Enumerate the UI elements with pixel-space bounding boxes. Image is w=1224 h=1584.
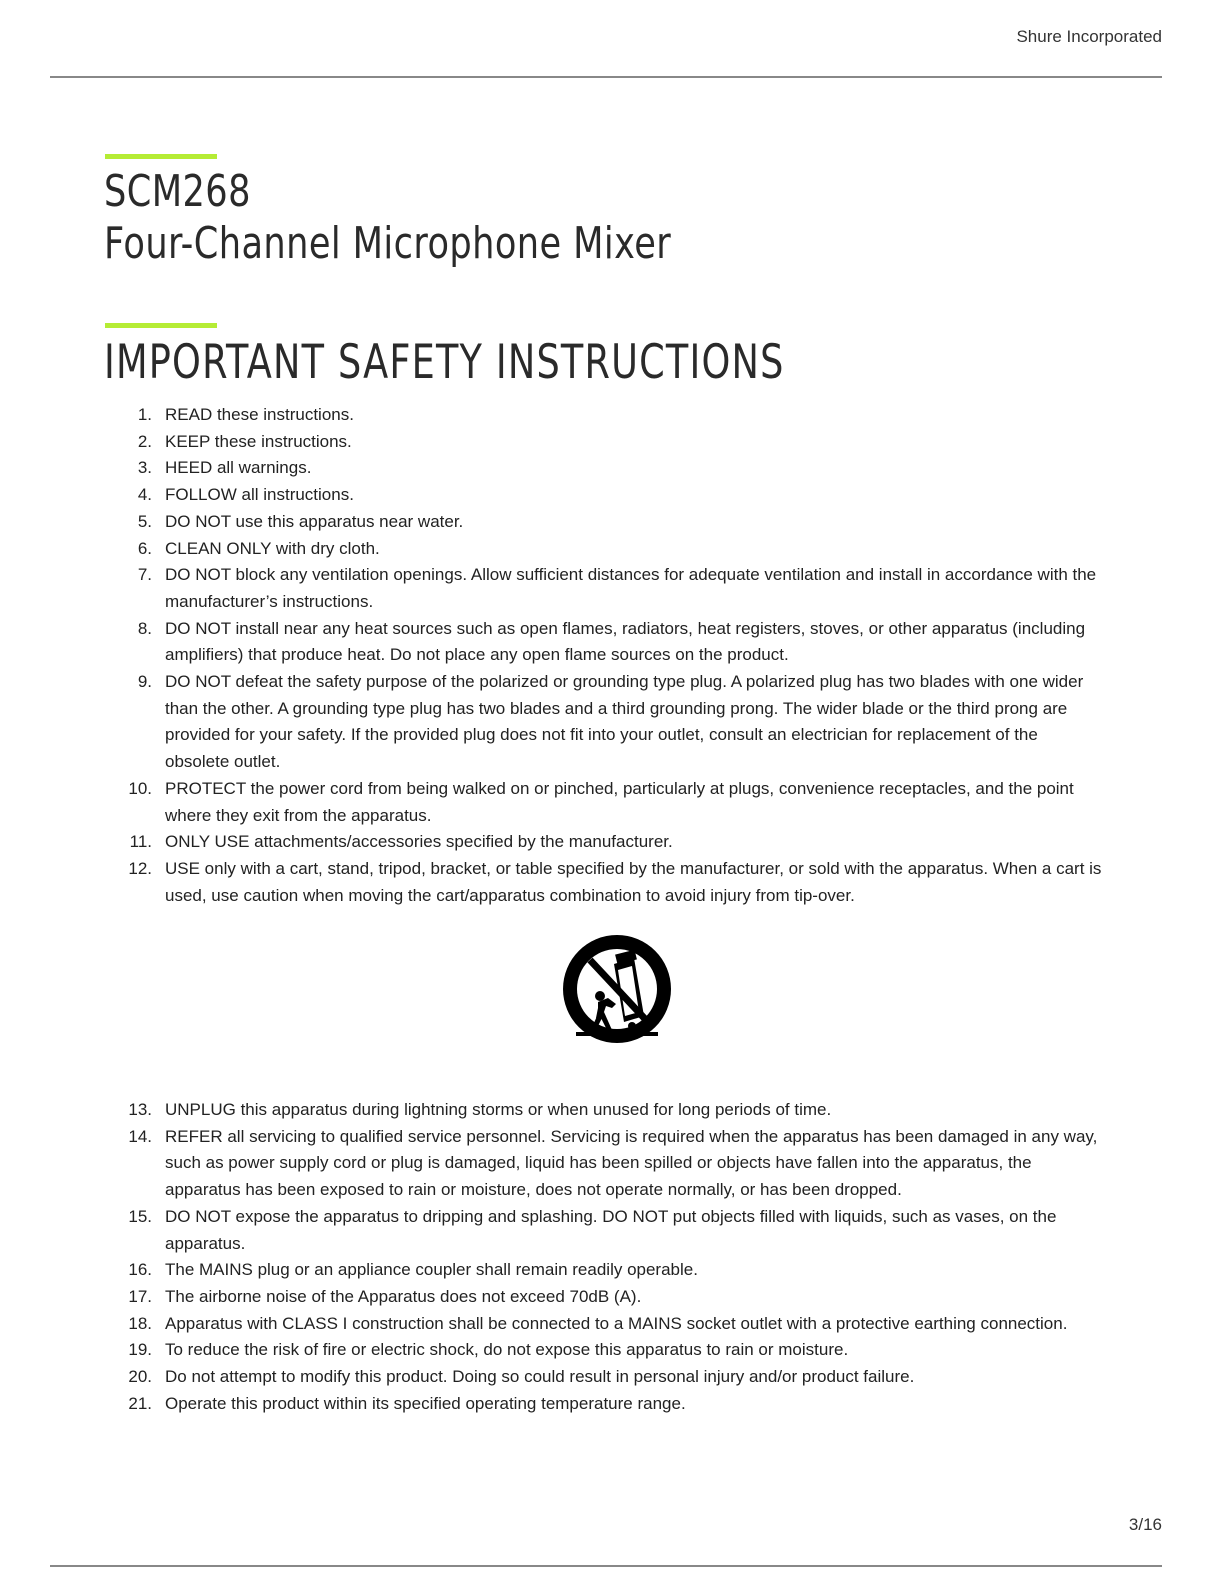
list-item-number: 5. — [137, 511, 152, 531]
list-item-number: 4. — [137, 485, 152, 505]
document-title-product: Four-Channel Microphone Mixer — [104, 218, 672, 269]
list-item — [0, 1204, 1105, 1257]
list-item-number: 8. — [137, 618, 152, 638]
list-item-number: 12. — [128, 858, 152, 878]
header-divider — [50, 76, 1162, 78]
list-item — [0, 1124, 1105, 1204]
list-item — [0, 562, 1105, 615]
list-item-text: USE only with a cart, stand, tripod, bracket, or table specified by the manufacturer, or sold with the apparatus. When a cart is used, use caution when moving the cart/apparatus combination to avoid injury from tip-over. — [165, 858, 1102, 905]
list-item — [0, 776, 1105, 829]
list-item — [0, 402, 1105, 429]
section-accent-bar — [105, 323, 217, 328]
list-item-text: ONLY USE attachments/accessories specified by the manufacturer. — [165, 832, 673, 852]
list-item-text: DO NOT block any ventilation openings. Allow sufficient distances for adequate ventilation and install in accordance with the manufacturer’s instructions. — [165, 565, 1097, 611]
cart-tip-over-warning-icon — [562, 934, 672, 1044]
list-item-number: 15. — [128, 1206, 152, 1226]
list-item-text: CLEAN ONLY with dry cloth. — [165, 538, 380, 558]
list-item — [0, 1257, 1105, 1284]
list-item-number: 16. — [128, 1260, 152, 1280]
list-item-text: REFER all servicing to qualified service personnel. Servicing is required when the apparatus has been damaged in any way, such as power supply cord or plug is damaged, liquid has been spilled or objects have fallen into the apparatus, the apparatus has been exposed to rain or moisture, does not operate normally, or has been dropped. — [165, 1126, 1098, 1200]
list-item-text: DO NOT defeat the safety purpose of the polarized or grounding type plug. A polarized plug has two blades with one wider than the other. A grounding type plug has two blades and a third grounding prong. The wider blade or the third prong are provided for your safety. If the provided plug does not fit into your outlet, consult an electrician for replacement of the obsolete outlet. — [165, 672, 1084, 772]
list-item — [0, 482, 1105, 509]
list-item-number: 17. — [128, 1286, 152, 1306]
list-item — [0, 536, 1105, 563]
list-item — [0, 856, 1105, 909]
list-item — [0, 1337, 1105, 1364]
list-item-text: KEEP these instructions. — [165, 431, 352, 451]
safety-instructions-list-part2 — [0, 1097, 1224, 1417]
title-accent-bar — [105, 154, 217, 159]
list-item — [0, 455, 1105, 482]
page-number: 3/16 — [1128, 1515, 1162, 1534]
document-title-model: SCM268 — [104, 166, 251, 217]
document-title — [104, 166, 671, 270]
list-item-number: 10. — [128, 778, 152, 798]
section-heading: IMPORTANT SAFETY INSTRUCTIONS — [104, 335, 785, 390]
list-item-text: To reduce the risk of fire or electric shock, do not expose this apparatus to rain or moisture. — [165, 1340, 849, 1360]
list-item-number: 9. — [137, 672, 152, 692]
list-item-text: READ these instructions. — [165, 405, 354, 424]
list-item-text: DO NOT use this apparatus near water. — [165, 511, 464, 531]
list-item-number: 13. — [128, 1100, 152, 1119]
list-item — [0, 1284, 1105, 1311]
list-item-number: 7. — [137, 565, 152, 585]
list-item-number: 19. — [128, 1340, 152, 1360]
footer-divider — [50, 1565, 1162, 1567]
list-item-number: 11. — [129, 832, 152, 852]
list-item-number: 21. — [128, 1393, 152, 1413]
list-item-number: 18. — [128, 1313, 152, 1333]
list-item-number: 20. — [128, 1367, 152, 1387]
list-item-text: DO NOT expose the apparatus to dripping and splashing. DO NOT put objects filled with liquids, such as vases, on the apparatus. — [165, 1206, 1057, 1253]
list-item-text: PROTECT the power cord from being walked on or pinched, particularly at plugs, convenience receptacles, and the point where they exit from the apparatus. — [165, 778, 1074, 825]
list-item — [0, 1311, 1105, 1338]
list-item-text: HEED all warnings. — [165, 458, 312, 478]
list-item-number: 1. — [137, 405, 152, 424]
list-item-text: Operate this product within its specified operating temperature range. — [165, 1393, 686, 1413]
list-item-text: FOLLOW all instructions. — [165, 485, 354, 505]
list-item-text: UNPLUG this apparatus during lightning storms or when unused for long periods of time. — [165, 1100, 832, 1119]
list-item — [0, 829, 1105, 856]
header-company-name: Shure Incorporated — [1016, 27, 1162, 46]
list-item — [0, 616, 1105, 669]
list-item-number: 14. — [128, 1126, 152, 1146]
list-item — [0, 1391, 1105, 1418]
list-item-text: The MAINS plug or an appliance coupler shall remain readily operable. — [165, 1260, 698, 1280]
list-item — [0, 429, 1105, 456]
list-item-text: Do not attempt to modify this product. Doing so could result in personal injury and/or product failure. — [165, 1367, 915, 1387]
list-item-text: Apparatus with CLASS I construction shall be connected to a MAINS socket outlet with a protective earthing connection. — [165, 1313, 1068, 1333]
list-item — [0, 1097, 1105, 1124]
list-item — [0, 669, 1105, 776]
safety-instructions-list-part1 — [0, 402, 1224, 909]
list-item — [0, 1364, 1105, 1391]
list-item-number: 3. — [137, 458, 152, 478]
list-item-text: DO NOT install near any heat sources such as open flames, radiators, heat registers, stoves, or other apparatus (including amplifiers) that produce heat. Do not place any open flame sources on the product. — [165, 618, 1086, 665]
list-item-number: 2. — [137, 431, 152, 451]
list-item — [0, 509, 1105, 536]
list-item-text: The airborne noise of the Apparatus does not exceed 70dB (A). — [165, 1286, 642, 1306]
list-item-number: 6. — [137, 538, 152, 558]
